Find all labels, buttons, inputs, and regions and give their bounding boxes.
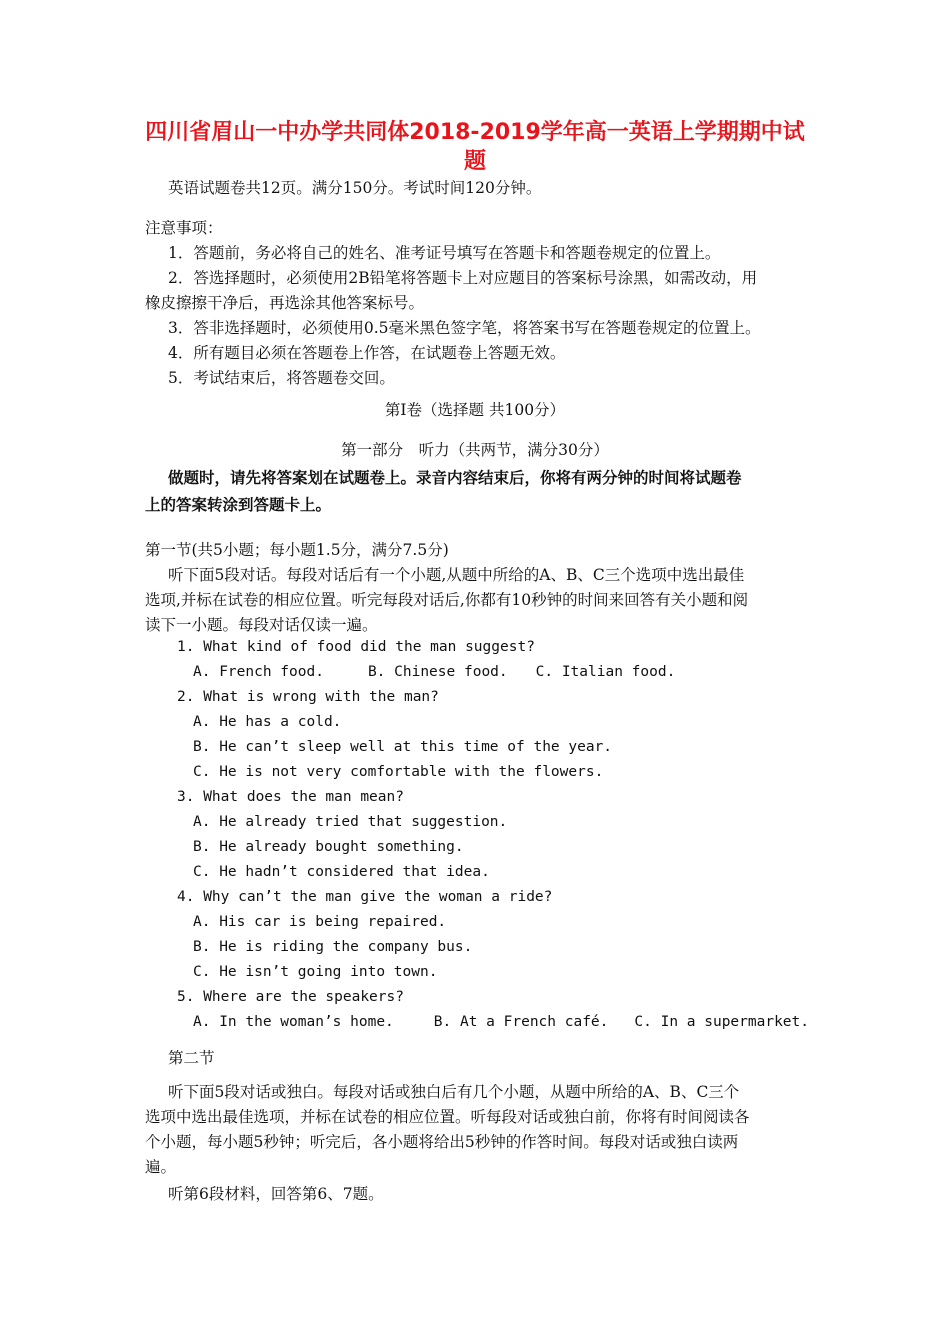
section2-para-3: 个小题，每小题5秒钟；听完后，各小题将给出5秒钟的作答时间。每段对话或独白读两 [145, 1133, 739, 1151]
bold-instruction-2: 上的答案转涂到答题卡上。 [145, 496, 332, 514]
section2-para-4: 遍。 [145, 1158, 177, 1176]
question-4-option-c: C. He isn’t going into town. [193, 964, 438, 980]
question-3-option-a: A. He already tried that suggestion. [193, 814, 508, 830]
question-4-stem: 4. Why can’t the man give the woman a ride? [177, 889, 553, 905]
question-5-option-b: B. At a French café. [433, 1014, 609, 1030]
section1-para-1: 听下面5段对话。每段对话后有一个小题,从题中所给的A、B、C三个选项中选出最佳 [168, 566, 745, 584]
intro-text: 英语试题卷共12页。满分150分。考试时间120分钟。 [168, 179, 542, 197]
question-1-option-c: C. Italian food. [535, 664, 676, 680]
question-3-stem: 3. What does the man mean? [177, 789, 404, 805]
notice-heading: 注意事项： [145, 219, 223, 237]
question-1-stem: 1. What kind of food did the man suggest? [177, 639, 535, 655]
question-2-stem: 2. What is wrong with the man? [177, 689, 439, 705]
question-2-option-b: B. He can’t sleep well at this time of the year. [193, 739, 613, 755]
section1-para-2: 选项,并标在试卷的相应位置。听完每段对话后,你都有10秒钟的时间来回答有关小题和阅 [145, 591, 749, 609]
section2-para-1: 听下面5段对话或独白。每段对话或独白后有几个小题，从题中所给的A、B、C三个 [168, 1083, 740, 1101]
question-2-option-a: A. He has a cold. [193, 714, 342, 730]
question-1-options [193, 664, 675, 680]
notice-item-1: 1．答题前，务必将自己的姓名、准考证号填写在答题卡和答题卷规定的位置上。 [168, 244, 721, 262]
section2-heading: 第二节 [168, 1049, 215, 1067]
notice-item-2: 2．答选择题时，必须使用2B铅笔将答题卡上对应题目的答案标号涂黑，如需改动，用 [168, 269, 758, 287]
section1-heading: 第一节(共5小题；每小题1.5分，满分7.5分) [145, 541, 449, 559]
question-3-option-b: B. He already bought something. [193, 839, 464, 855]
question-5-options [193, 1014, 809, 1030]
notice-item-3: 3．答非选择题时，必须使用0.5毫米黑色签字笔，将答案书写在答题卷规定的位置上。 [168, 319, 761, 337]
question-5-option-c: C. In a supermarket. [634, 1014, 810, 1030]
volume-heading: 第Ⅰ卷（选择题 共100分） [384, 401, 566, 419]
title-line-2: 题 [463, 149, 486, 174]
question-5-stem: 5. Where are the speakers? [177, 989, 404, 1005]
bold-instruction-1: 做题时，请先将答案划在试题卷上。录音内容结束后，你将有两分钟的时间将试题卷 [168, 469, 742, 487]
question-2-option-c: C. He is not very comfortable with the flowers. [193, 764, 604, 780]
part-heading: 第一部分 听力（共两节，满分30分） [341, 441, 609, 459]
title-line-1: 四川省眉山一中办学共同体2018-2019学年高一英语上学期期中试 [145, 120, 805, 145]
notice-item-5: 5．考试结束后，将答题卷交回。 [168, 369, 395, 387]
exam-title [120, 118, 830, 176]
section1-para-3: 读下一小题。每段对话仅读一遍。 [145, 616, 378, 634]
section2-para-2: 选项中选出最佳选项，并标在试卷的相应位置。听每段对话或独白前，你将有时间阅读各 [145, 1108, 750, 1126]
notice-item-4: 4．所有题目必须在答题卷上作答，在试题卷上答题无效。 [168, 344, 566, 362]
question-3-option-c: C. He hadn’t considered that idea. [193, 864, 490, 880]
question-1-option-b: B. Chinese food. [367, 664, 508, 680]
material-note: 听第6段材料，回答第6、7题。 [168, 1185, 384, 1203]
question-4-option-a: A. His car is being repaired. [193, 914, 447, 930]
question-4-option-b: B. He is riding the company bus. [193, 939, 473, 955]
notice-item-2-cont: 橡皮擦擦干净后，再选涂其他答案标号。 [145, 294, 425, 312]
question-1-option-a: A. French food. [193, 664, 324, 680]
question-5-option-a: A. In the woman’s home. [193, 1014, 394, 1030]
